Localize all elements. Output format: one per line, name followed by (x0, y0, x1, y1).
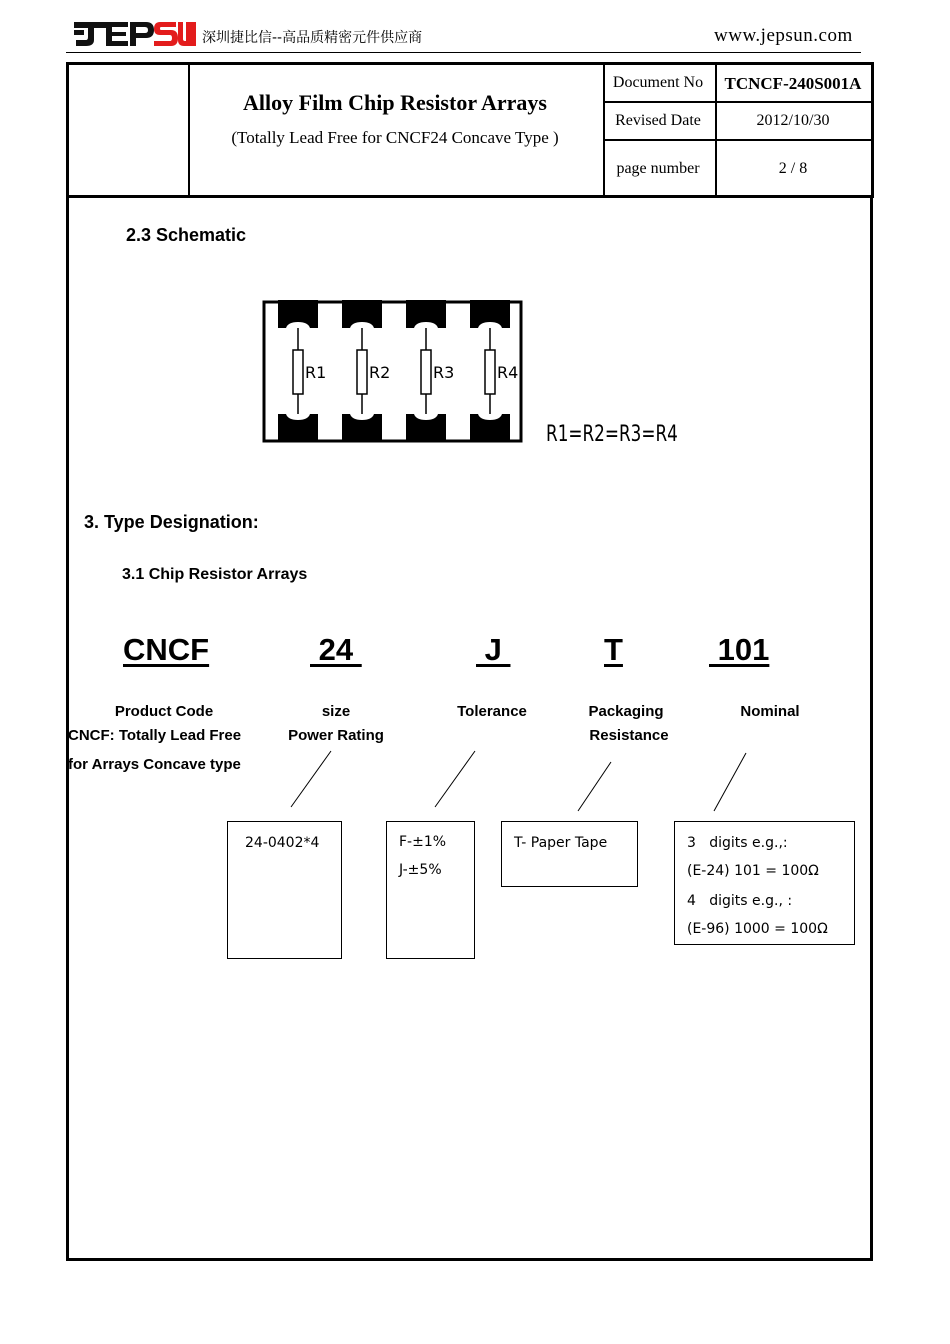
resistor-label-r2: R2 (369, 363, 391, 382)
code-tolerance: J (476, 632, 511, 667)
label-tolerance: Tolerance (457, 703, 527, 720)
resistor-equation: R1=R2=R3=R4 (546, 422, 678, 447)
packaging-detail-box (501, 821, 638, 887)
nominal-detail-line: (E-24) 101 = 100Ω (687, 863, 819, 879)
size-detail-box (227, 821, 342, 959)
leader-line-packaging (578, 762, 611, 811)
nominal-detail-line: (E-96) 1000 = 100Ω (687, 921, 828, 937)
label-nominal: Nominal (740, 703, 800, 720)
revised-date-label: Revised Date (615, 112, 701, 129)
page-number-value: 2 / 8 (778, 160, 808, 177)
tolerance-detail-line: F-±1% (399, 834, 447, 850)
document-title: Alloy Film Chip Resistor Arrays (243, 90, 547, 115)
type-designation-heading: 3. Type Designation: (84, 512, 259, 532)
nominal-detail-line: 4 digits e.g., : (687, 893, 793, 909)
label-packaging: Packaging (588, 703, 664, 720)
label-product-code-desc: CNCF: Totally Lead Free (68, 727, 242, 744)
code-packaging: T (604, 632, 623, 667)
company-name: 深圳捷比信--高品质精密元件供应商 (202, 30, 423, 46)
packaging-detail-line: T- Paper Tape (514, 835, 608, 851)
resistor-label-r4: R4 (497, 363, 519, 382)
page-number-label: page number (616, 160, 700, 177)
code-nominal: 101 (709, 632, 770, 667)
size-detail-line: 24-0402*4 (245, 835, 320, 851)
document-no-value: TCNCF-240S001A (724, 74, 862, 93)
label-resistance: Resistance (589, 727, 669, 744)
resistor-label-r3: R3 (433, 363, 455, 382)
document-no-label: Document No (612, 74, 704, 91)
code-size: 24 (310, 632, 362, 667)
leader-line-size (291, 751, 331, 807)
label-product-code: Product Code (114, 703, 214, 720)
revised-date-value: 2012/10/30 (756, 112, 830, 129)
leader-line-tolerance (435, 751, 475, 807)
label-power-rating: Power Rating (288, 727, 384, 744)
tolerance-detail-box (386, 821, 475, 959)
label-product-code-desc: for Arrays Concave type (68, 756, 241, 773)
tolerance-detail-line: J-±5% (399, 862, 442, 878)
chip-resistor-arrays-heading: 3.1 Chip Resistor Arrays (122, 566, 308, 583)
nominal-detail-box (674, 821, 855, 945)
document-subtitle: (Totally Lead Free for CNCF24 Concave Type ) (231, 128, 559, 147)
website-link[interactable]: www.jepsun.com (714, 25, 853, 46)
label-size: size (321, 703, 351, 720)
resistor-label-r1: R1 (305, 363, 327, 382)
leader-line-nominal (714, 753, 746, 811)
schematic-heading: 2.3 Schematic (126, 225, 247, 245)
code-product: CNCF (123, 632, 210, 667)
nominal-detail-line: 3 digits e.g.,: (687, 835, 788, 851)
